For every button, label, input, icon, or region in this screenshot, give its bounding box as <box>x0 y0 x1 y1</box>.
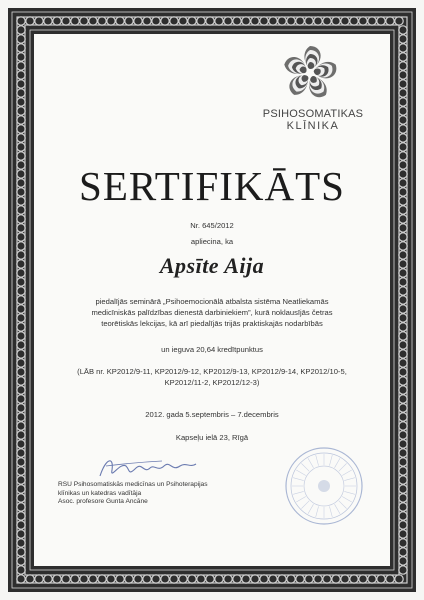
brand-name-line1: PSIHOSOMATIKAS <box>262 108 364 120</box>
recipient-name: Apsīte Aija <box>159 253 265 278</box>
body-text-line1: piedalījās seminārā „Psihoemocionālā atbalsta sistēma Neatliekamās <box>95 297 329 306</box>
official-round-stamp <box>282 444 366 528</box>
signer-block <box>58 481 258 507</box>
codes-line2: KP2012/11-2, KP2012/12-3) <box>164 378 260 387</box>
event-dates: 2012. gada 5.septembris – 7.decembris <box>145 410 279 419</box>
brand-name-line2: KLĪNIKA <box>286 120 340 132</box>
attests-text: apliecina, ka <box>190 237 234 246</box>
flower-spiral-logo-icon <box>276 42 344 106</box>
credits-text: un ieguva 20,64 kredītpunktus <box>161 345 263 354</box>
clinic-brand <box>258 108 368 132</box>
signer-line1: RSU Psihosomatiskās medicīnas un Psihoterapijas <box>58 481 208 488</box>
body-text-line2: medicīniskās palīdzības dienestā darbiniekiem”, kurā noklausījās četras <box>91 308 333 317</box>
signer-line3: Asoc. profesore Gunta Ancāne <box>58 498 148 506</box>
certificate-title: SERTIFIKĀTS <box>79 163 345 209</box>
body-text-line3: teorētiskās lekcijas, kā arī piedalījās trijās praktiskajās nodarbībās <box>101 319 323 328</box>
certificate-number: Nr. 645/2012 <box>190 221 234 230</box>
codes-line1: (LĀB nr. KP2012/9-11, KP2012/9-12, KP2012/9-13, KP2012/9-14, KP2012/10-5, <box>77 367 347 376</box>
signer-line2: klīnikas un katedras vadītāja <box>58 489 142 497</box>
event-address: Kapseļu ielā 23, Rīgā <box>175 433 249 442</box>
